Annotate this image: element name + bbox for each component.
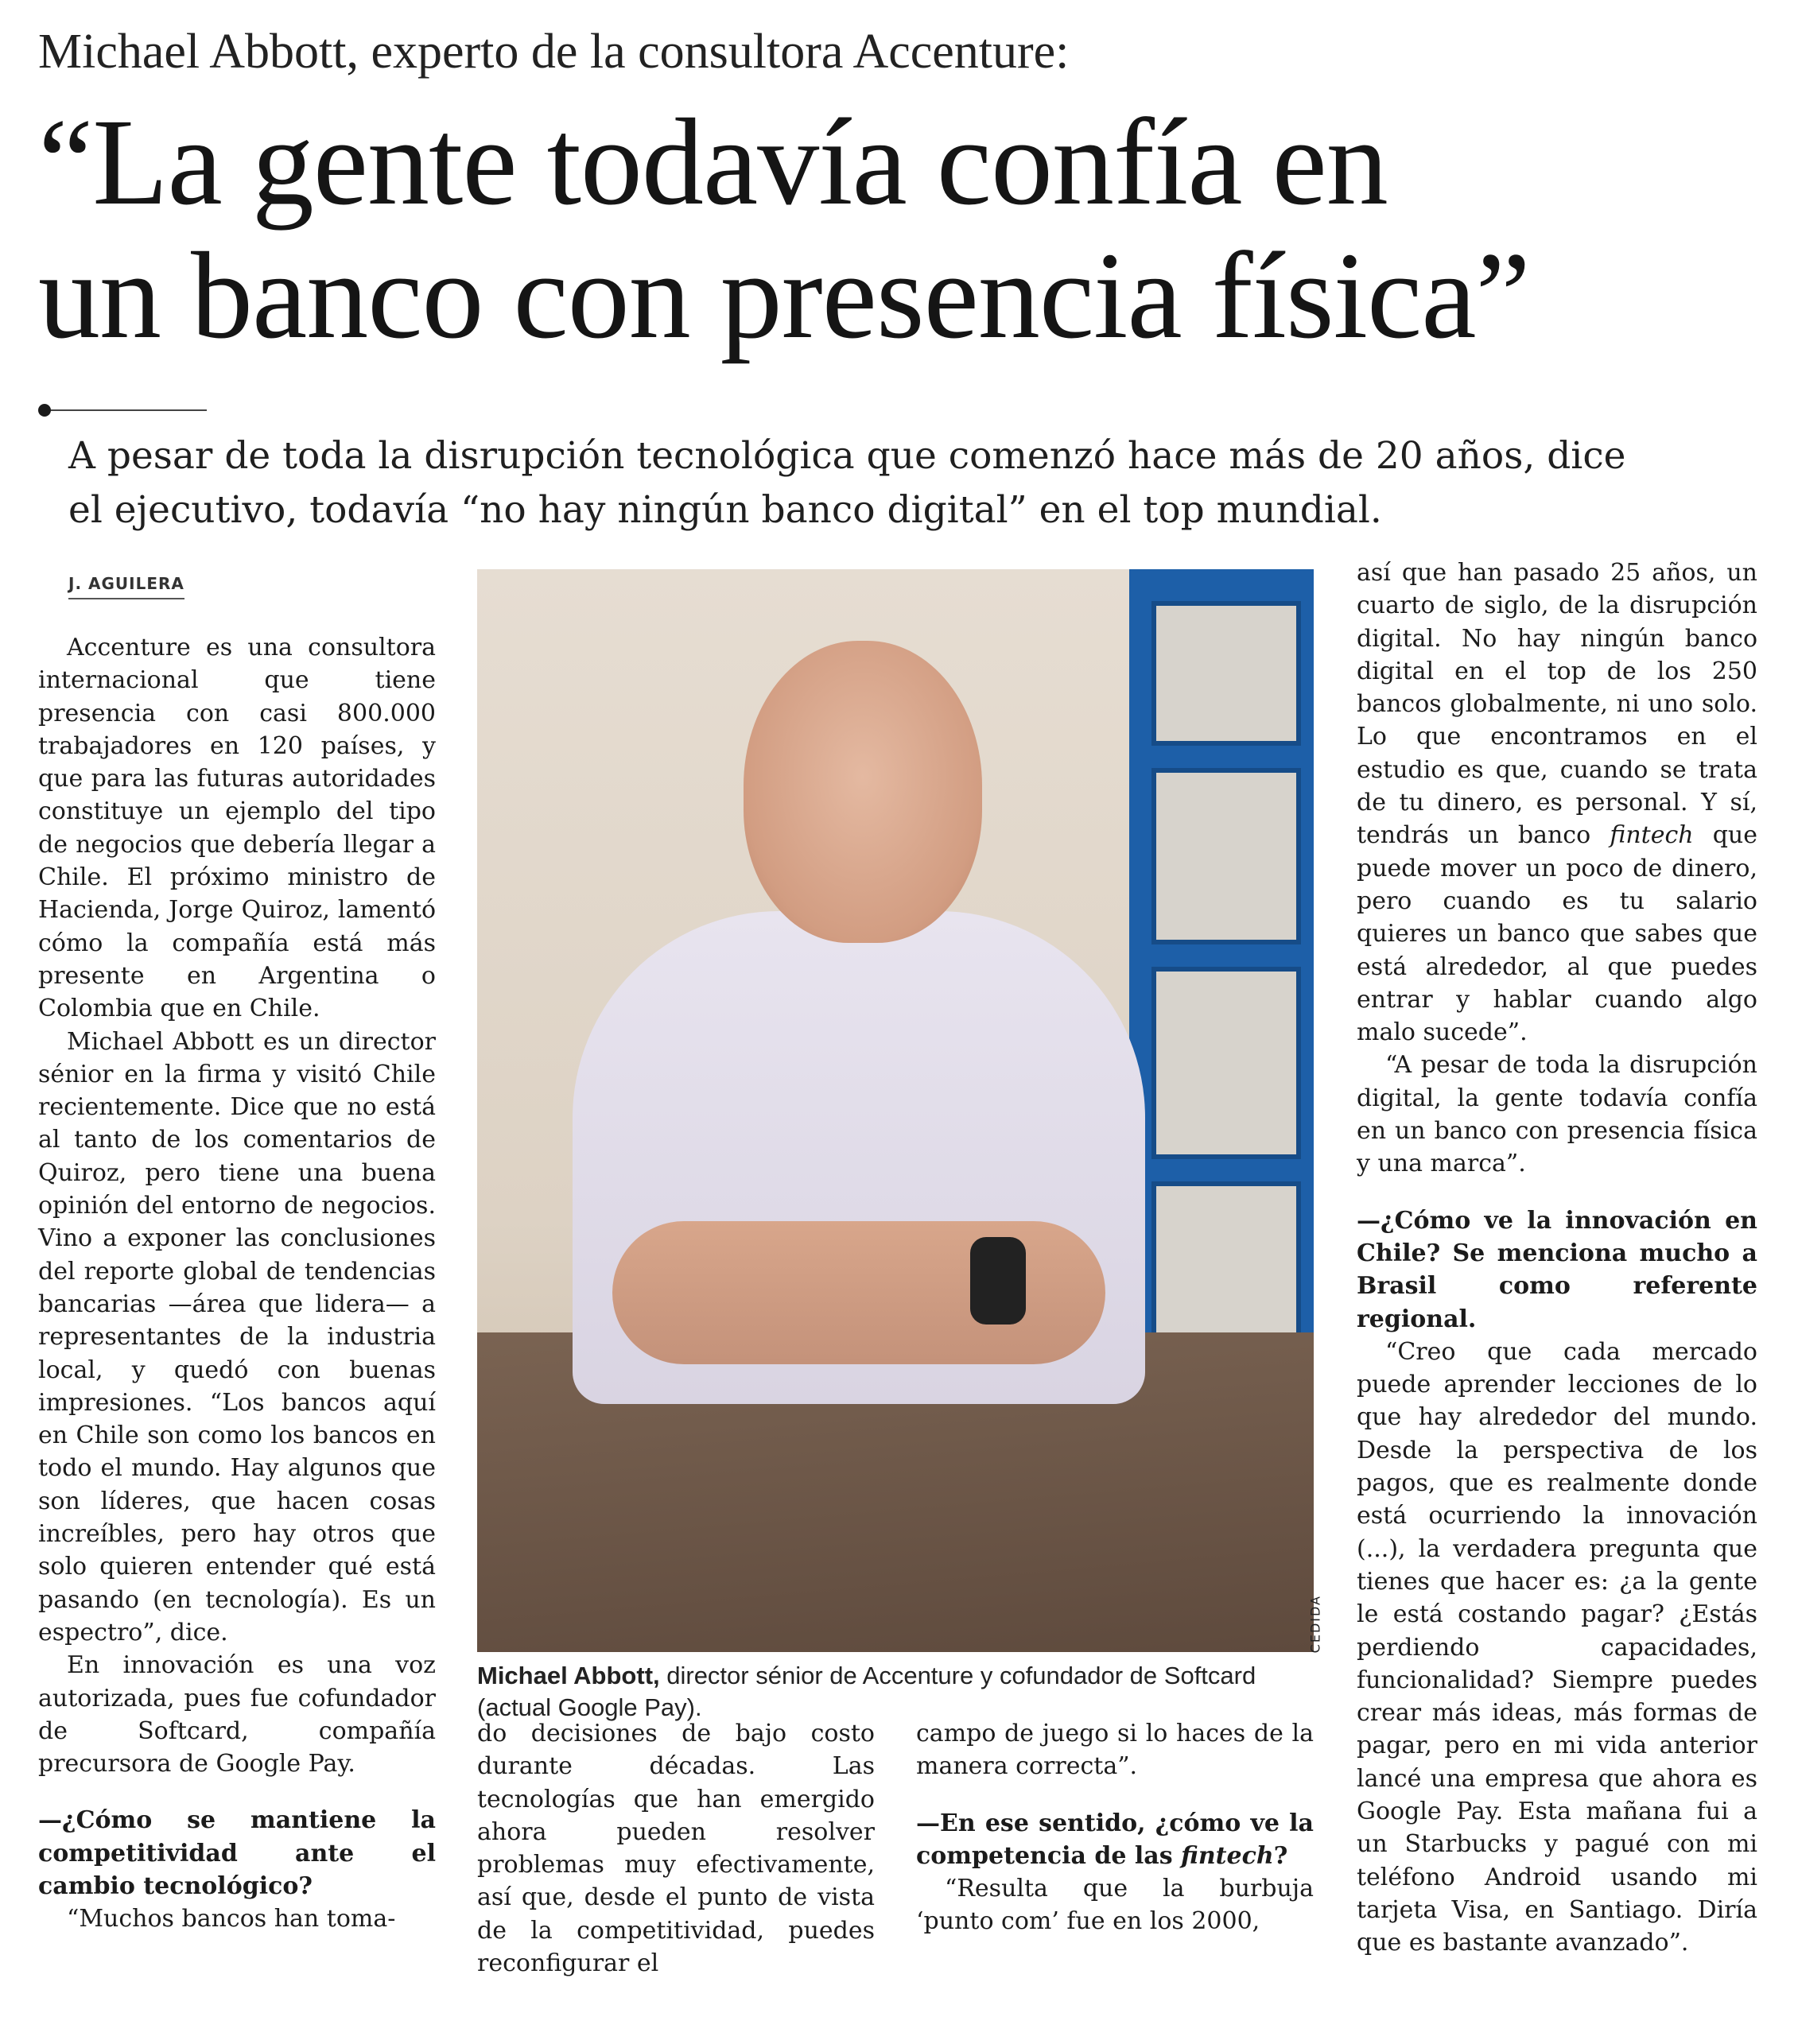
interview-question: —¿Cómo se mantiene la competitividad ante el cambio tecnológico? xyxy=(38,1806,436,1900)
paragraph: “Resulta que la burbuja ‘punto com’ fue en los 2000, xyxy=(916,1875,1314,1936)
rule-line xyxy=(51,409,207,411)
blue-door xyxy=(1129,569,1314,1388)
paragraph: En innovación es una voz autorizada, pues fue cofundador de Softcard, compañía precursora de Google Pay. xyxy=(38,1651,436,1778)
person-head xyxy=(744,641,982,943)
interview-question: —¿Cómo ve la innovación en Chile? Se menciona mucho a Brasil como referente regional. xyxy=(1357,1206,1757,1333)
photo-caption xyxy=(477,1660,1320,1724)
door-pane xyxy=(1151,768,1301,944)
question-text: —En ese sentido, ¿cómo ve la competencia de las xyxy=(916,1809,1314,1870)
caption-name: Michael Abbott, xyxy=(477,1662,660,1689)
paragraph-text: que puede mover un poco de dinero, pero cuando es tu salario quieres un banco que sabes que está alrededor, al que puedes entrar y hablar cuando algo malo sucede”. xyxy=(1357,821,1757,1047)
article-photo xyxy=(477,569,1322,1654)
column-4 xyxy=(1357,557,1757,1959)
caption-text: director sénior de Accenture y cofundador de Softcard (actual Google Pay). xyxy=(477,1662,1256,1721)
paragraph: campo de juego si lo haces de la manera correcta”. xyxy=(916,1720,1314,1781)
question-end: ? xyxy=(1273,1841,1288,1870)
headline-line-1: “La gente todavía confía en xyxy=(38,93,1388,231)
paragraph-emphasis: fintech xyxy=(1610,821,1694,850)
question-emphasis: fintech xyxy=(1181,1841,1274,1870)
paragraph xyxy=(1357,557,1757,1049)
deck-line-1: A pesar de toda la disrupción tecnológica que comenzó hace más de 20 años, dice xyxy=(68,434,1626,478)
headline-line-2: un banco con presencia física” xyxy=(38,227,1530,364)
paragraph: Accenture es una consultora internacional que tiene presencia con casi 800.000 trabajadores en 120 países, y que para las futuras autoridades constituye un ejemplo del tipo de negocios que debería llegar a Chile. El próximo ministro de Hacienda, Jorge Quiroz, lamentó cómo la compañía está más presente en Argentina o Colombia que en Chile. xyxy=(38,634,436,1023)
column-2 xyxy=(477,1717,875,1980)
paragraph: “Creo que cada mercado puede aprender lecciones de lo que hay alrededor del mundo. Desde la perspectiva de los pagos, que es realmente donde está ocurriendo la innovación (...), la verdadera pregunta que tienes que hacer es: ¿a la gente le está costando pagar? ¿Estás perdiendo capacidades, funcionalidad? Siempre puedes crear más ideas, más formas de pagar, pero en mi vida anterior lancé una empresa que ahora es Google Pay. Esta mañana fui a un Starbucks y pagué con mi teléfono Android usando mi tarjeta Visa, en Santiago. Diría que es bastante avanzado”. xyxy=(1357,1337,1757,1957)
interview-question xyxy=(916,1807,1314,1873)
kicker: Michael Abbott, experto de la consultora Accenture: xyxy=(38,25,1070,79)
person-hands xyxy=(612,1221,1105,1364)
deck xyxy=(68,429,1778,537)
column-3 xyxy=(916,1717,1314,1938)
paragraph: “Muchos bancos han toma- xyxy=(67,1905,396,1933)
door-pane xyxy=(1151,601,1301,746)
headline xyxy=(38,95,1780,363)
paragraph: Michael Abbott es un director sénior en la firma y visitó Chile recientemente. Dice que no está al tanto de los comentarios de Quiroz, pero tiene una buena opinión del entorno de negocios. Vino a exponer las conclusiones del reporte global de tendencias bancarias —área que lidera— a representantes de la industria local, y quedó con buenas impresiones. “Los bancos aquí en Chile son como los bancos en todo el mundo. Hay algunos que son líderes, que hacen cosas increíbles, pero hay otros que solo quieren entender qué está pasando (en tecnología). Es un espectro”, dice. xyxy=(38,1027,436,1646)
column-1 xyxy=(38,631,436,1936)
rule-dot xyxy=(38,404,51,417)
paragraph: do decisiones de bajo costo durante décadas. Las tecnologías que han emergido ahora pueden resolver problemas muy efectivamente, así que, desde el punto de vista de la competitividad, puedes reconfigurar el xyxy=(477,1720,875,1978)
paragraph: “A pesar de toda la disrupción digital, la gente todavía confía en un banco con presencia física y una marca”. xyxy=(1357,1051,1757,1178)
deck-line-2: el ejecutivo, todavía “no hay ningún banco digital” en el top mundial. xyxy=(68,488,1382,532)
paragraph-text: así que han pasado 25 años, un cuarto de siglo, de la disrupción digital. No hay ningún banco digital en el top de los 250 bancos globalmente, ni uno solo. Lo que encontramos en el estudio es que, cuando se trata de tu dinero, es personal. Y sí, tendrás un banco xyxy=(1357,559,1757,850)
byline: J. AGUILERA xyxy=(68,574,184,599)
watch-icon xyxy=(970,1237,1026,1325)
photo-credit: CEDIDA xyxy=(1307,1595,1322,1654)
door-pane xyxy=(1151,967,1301,1159)
